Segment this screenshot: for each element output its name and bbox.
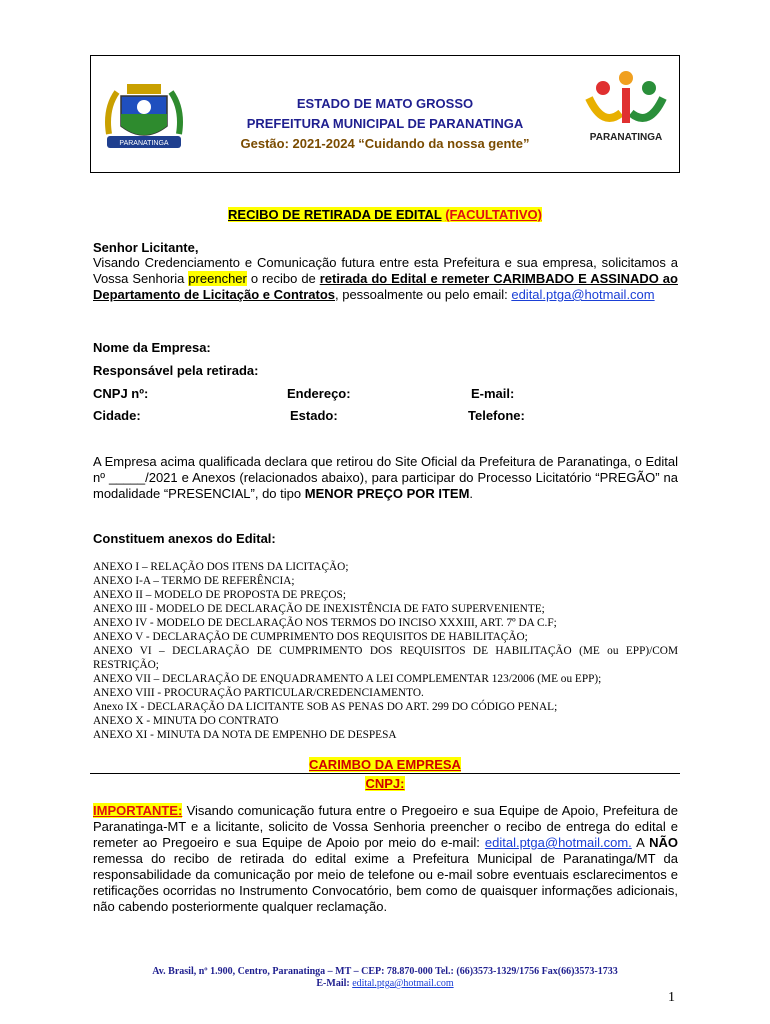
- footer-email-line: [0, 978, 770, 990]
- annex-item: ANEXO III - MODELO DE DECLARAÇÃO DE INEXISTÊNCIA DE FATO SUPERVENIENTE;: [93, 603, 545, 615]
- field-state: Estado:: [290, 408, 338, 423]
- field-city: Cidade:: [93, 408, 141, 423]
- declaration-paragraph: [93, 454, 678, 502]
- important-text-3: remessa do recibo de retirada do edital exime a Prefeitura Municipal de Paranatinga/MT da responsabilidade da comunicação por meio de telefone ou e-mail sobre eventuais esclarecimentos e retificações ocorridas no Instrumento Convocatório, bem como de quaisquer informações adicionais, não cabendo posteriormente qualquer reclamação.: [93, 851, 678, 914]
- declaration-end: .: [469, 486, 474, 501]
- intro-paragraph: [93, 255, 678, 303]
- footer-address: Av. Brasil, nº 1.900, Centro, Paranatinga – MT – CEP: 78.870-000 Tel.: (66)3573-1329/1756 Fax(66)3573-1733: [152, 966, 618, 977]
- important-email-link[interactable]: edital.ptga@hotmail.com.: [484, 835, 632, 850]
- annex-item: ANEXO VIII - PROCURAÇÃO PARTICULAR/CREDENCIAMENTO.: [93, 687, 424, 699]
- intro-text-2: o recibo de: [250, 271, 316, 286]
- form-row-city: [93, 408, 678, 424]
- divider-line: [90, 773, 680, 774]
- crest-ribbon-text: PARANATINGA: [119, 140, 169, 147]
- annex-item: Anexo IX - DECLARAÇÃO DA LICITANTE SOB AS PENAS DO ART. 299 DO CÓDIGO PENAL;: [93, 701, 558, 713]
- annex-list: [93, 560, 678, 742]
- paranatinga-brand-logo: [581, 68, 671, 158]
- important-text-1: Visando comunicação futura entre o Pregoeiro e sua Equipe de Apoio, Prefeitura de Paranatinga-MT e a licitante, solicito de Vossa Senhoria preencher o recibo de entrega do edital e remeter ao Pregoeiro e sua Equipe de Apoio por meio do e-mail:: [93, 803, 678, 850]
- intro-text-1: Visando Credenciamento e Comunicação futura entre esta Prefeitura e sua empresa, solicitamos a Vossa Senhoria: [93, 255, 678, 286]
- annex-item: ANEXO IV - MODELO DE DECLARAÇÃO NOS TERMOS DO INCISO XXXIII, ART. 7º DA C.F;: [93, 617, 557, 629]
- intro-email-link[interactable]: edital.ptga@hotmail.com: [511, 287, 655, 302]
- field-phone: Telefone:: [468, 408, 525, 423]
- intro-text-3: , pessoalmente ou pelo email:: [335, 287, 508, 302]
- important-paragraph: [93, 803, 678, 915]
- title-main: RECIBO DE RETIRADA DE EDITAL: [228, 207, 442, 222]
- intro-bold-instruction: retirada do Edital e remeter CARIMBADO E ASSINADO ao Departamento de Licitação e Contratos: [93, 271, 678, 302]
- page-number: 1: [668, 990, 675, 1005]
- state-name: ESTADO DE MATO GROSSO: [296, 96, 474, 111]
- stamp-title-text: CARIMBO DA EMPRESA: [309, 757, 461, 772]
- annex-item: ANEXO II – MODELO DE PROPOSTA DE PREÇOS;: [93, 589, 346, 601]
- field-address: Endereço:: [287, 386, 351, 401]
- annex-item: ANEXO X - MINUTA DO CONTRATO: [93, 715, 279, 727]
- important-text-2: A: [636, 835, 645, 850]
- letterhead-box: [90, 55, 680, 173]
- stamp-cnpj: [0, 776, 770, 791]
- annex-item: ANEXO I-A – TERMO DE REFERÊNCIA;: [93, 575, 295, 587]
- field-email: E-mail:: [471, 386, 515, 401]
- municipal-crest-logo: [99, 74, 189, 164]
- important-label: IMPORTANTE:: [93, 803, 183, 818]
- salutation: Senhor Licitante,: [93, 240, 199, 255]
- annex-item: ANEXO XI - MINUTA DA NOTA DE EMPENHO DE DESPESA: [93, 729, 397, 741]
- declaration-type-bold: MENOR PREÇO POR ITEM: [304, 486, 470, 501]
- form-row-cnpj: [93, 386, 678, 402]
- brand-logo-text: PARANATINGA: [589, 132, 663, 143]
- page-title: [0, 207, 770, 222]
- field-cnpj: CNPJ nº:: [93, 386, 149, 401]
- annex-item: ANEXO I – RELAÇÃO DOS ITENS DA LICITAÇÃO;: [93, 561, 349, 573]
- annex-item: ANEXO VII – DECLARAÇÃO DE ENQUADRAMENTO A LEI COMPLEMENTAR 123/2006 (ME ou EPP);: [93, 673, 602, 685]
- page-footer: [0, 966, 770, 990]
- important-nao: NÃO: [649, 835, 678, 850]
- field-company: Nome da Empresa:: [93, 340, 211, 355]
- footer-email-label: E-Mail:: [316, 978, 350, 989]
- intro-highlight: preencher: [188, 271, 247, 286]
- administration-slogan: Gestão: 2021-2024 “Cuidando da nossa gente”: [240, 136, 530, 151]
- annexes-heading: Constituem anexos do Edital:: [93, 531, 276, 546]
- declaration-text: A Empresa acima qualificada declara que retirou do Site Oficial da Prefeitura de Paranatinga, o Edital nº _____/2021 e Anexos (relacionados abaixo), para participar do Processo Licitatório “PREGÃO” na modalidade “PRESENCIAL”, do tipo: [93, 454, 678, 501]
- stamp-title: [0, 757, 770, 772]
- stamp-cnpj-text: CNPJ:: [365, 776, 405, 791]
- footer-email-link[interactable]: edital.ptga@hotmail.com: [352, 978, 454, 989]
- annex-item: ANEXO V - DECLARAÇÃO DE CUMPRIMENTO DOS REQUISITOS DE HABILITAÇÃO;: [93, 631, 528, 643]
- title-optional: (FACULTATIVO): [445, 207, 542, 222]
- annex-item: ANEXO VI – DECLARAÇÃO DE CUMPRIMENTO DOS REQUISITOS DE HABILITAÇÃO (ME ou EPP)/COM RESTRIÇÃO;: [93, 645, 678, 671]
- letterhead-text: [201, 94, 569, 154]
- field-responsible: Responsável pela retirada:: [93, 363, 259, 378]
- prefecture-name: PREFEITURA MUNICIPAL DE PARANATINGA: [246, 116, 524, 131]
